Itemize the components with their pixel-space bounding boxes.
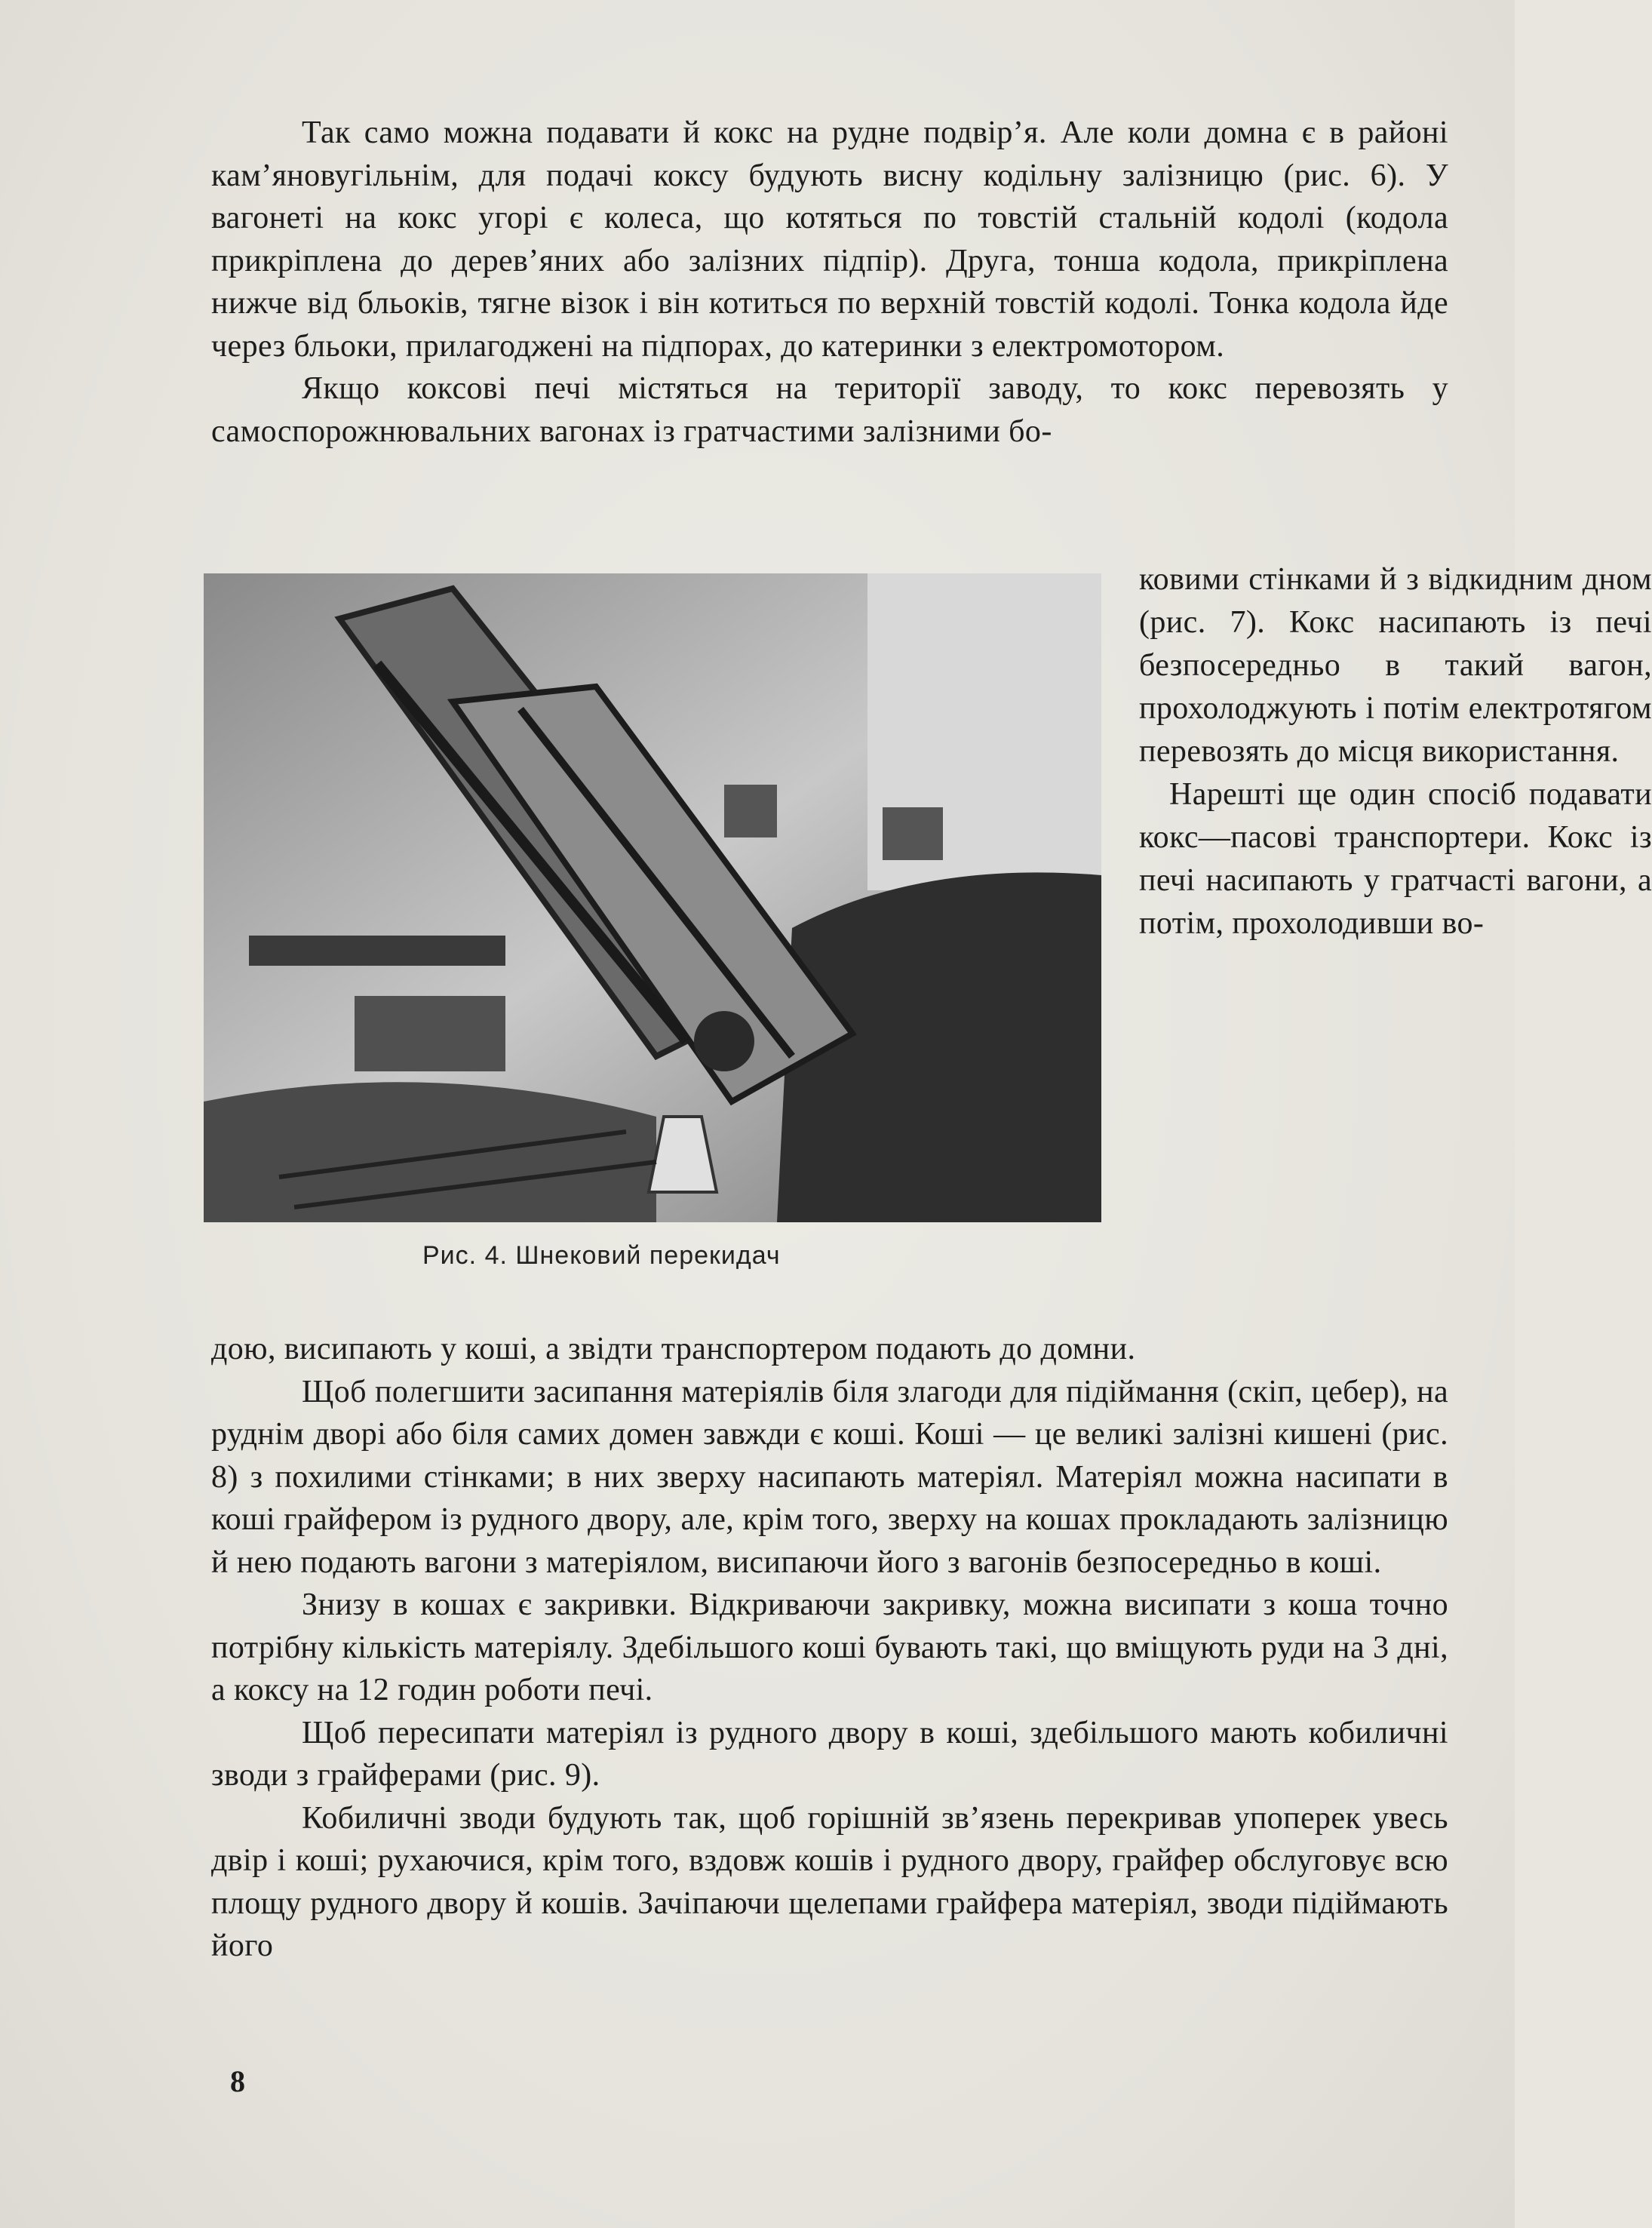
figure-caption: Рис. 4. Шнековий перекидач [422, 1241, 781, 1270]
text-block-top [211, 112, 1448, 453]
paragraph: дою, висипають у коші, а звідти транспортером подають до домни. [211, 1332, 1136, 1366]
paragraph: Щоб полегшити засипання матеріялів біля злагоди для підіймання (скіп, цебер), на руднім дворі або біля самих домен завжди є коші. Коші — це великі залізні кишені (рис. 8) з похилими стінками; в них зверху насипають матеріял. Матеріял можна насипати в коші грайфером із рудного двору, але, крім того, зверху на кошах прокладають залізницю й нею подають вагони з матеріялом, висипаючи його з вагонів безпосередньо в коші. [211, 1374, 1448, 1580]
text-block-bottom [211, 1328, 1448, 1968]
page-number: 8 [230, 2064, 245, 2098]
figure-section [204, 558, 1652, 1328]
paragraph: Знизу в кошах є закривки. Відкриваючи закривку, можна висипати з коша точно потрібну кількість матеріялу. Здебільшого коші бувають такі, що вміщують руди на 3 дні, а коксу на 12 годин роботи печі. [211, 1587, 1448, 1707]
side-text-column [1139, 558, 1652, 945]
paragraph: Якщо коксові печі містяться на території заводу, то кокс перевозять у самоспорожнювальних вагонах із гратчастими залізними бо- [211, 371, 1448, 449]
figure-photo [204, 573, 1101, 1222]
paragraph: Щоб пересипати матеріял із рудного двору в коші, здебільшого мають кобиличні зводи з грайферами (рис. 9). [211, 1715, 1448, 1793]
screw-tipper-photo-icon [204, 573, 1101, 1222]
paragraph: ковими стінками й з відкидним дном (рис. 7). Кокс насипають із печі безпосередньо в такий вагон, прохолоджують і потім електротягом перевозять до місця використання. [1139, 562, 1652, 769]
paragraph: Нарешті ще один спосіб подавати кокс—пасові транспортери. Кокс із печі насипають у гратчасті вагони, а потім, прохолодивши во- [1139, 777, 1652, 941]
paragraph: Кобиличні зводи будують так, щоб горішній зв’язень перекривав упоперек увесь двір і коші; рухаючися, крім того, вздовж кошів і рудного двору, грайфер обслуговує всю площу рудного двору й кошів. Зачіпаючи щелепами грайфера матеріял, зводи підіймають його [211, 1800, 1448, 1963]
paragraph: Так само можна подавати й кокс на рудне подвір’я. Але коли домна є в районі кам’яновугільнім, для подачі коксу будують висну кодільну залізницю (рис. 6). У вагонеті на кокс угорі є колеса, що котяться по товстій стальній кодолі (кодола прикріплена до дерев’яних або залізних підпір). Друга, тонша кодола, прикріплена нижче від бльоків, тягне візок і він котиться по верхній товстій кодолі. Тонка кодола йде через бльоки, прилагоджені на підпорах, до катеринки з електромотором. [211, 115, 1448, 364]
